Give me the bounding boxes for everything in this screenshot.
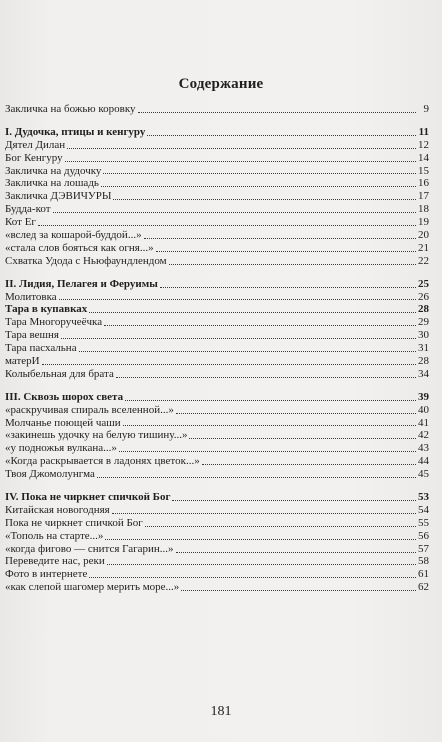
dot-leader [172, 500, 416, 501]
toc-entry [5, 103, 429, 116]
dot-leader [59, 299, 416, 300]
toc-entry-page: 17 [418, 190, 429, 203]
toc-entry-title: «у подножья вулкана...» [5, 442, 117, 455]
toc-entry-title: «как слепой шагомер мерить море...» [5, 581, 180, 594]
toc-entry-title: Тара вешня [5, 329, 59, 342]
toc-entry-title: Будда-кот [5, 203, 51, 216]
dot-leader [89, 577, 416, 578]
toc-entry [5, 216, 429, 229]
toc-entry-page: 29 [418, 316, 429, 329]
toc-entry [5, 468, 429, 481]
toc-entry-page: 58 [418, 555, 429, 568]
toc-entry-page: 19 [418, 216, 429, 229]
toc-section-heading [5, 278, 429, 291]
dot-leader [176, 413, 416, 414]
toc-entry-title: Переведите нас, реки [5, 555, 105, 568]
toc-entry-page: 15 [418, 164, 429, 177]
toc-entry-page: 31 [418, 342, 429, 355]
toc-entry-page: 18 [418, 203, 429, 216]
toc-entry-title: «закинешь удочку на белую тишину...» [5, 429, 188, 442]
dot-leader [112, 513, 416, 514]
dot-leader [176, 552, 416, 553]
toc-entry [5, 291, 429, 304]
toc-entry-title: «Тополь на старте...» [5, 529, 104, 542]
dot-leader [38, 225, 416, 226]
toc-entry [5, 442, 429, 455]
dot-leader [169, 264, 416, 265]
toc-entry-title: Китайская новогодняя [5, 503, 110, 516]
dot-leader [202, 464, 416, 465]
toc-section-heading [5, 491, 429, 504]
dot-leader [156, 251, 416, 252]
section-gap [5, 381, 429, 391]
dot-leader [103, 173, 416, 174]
toc-entry-page: 44 [418, 455, 429, 468]
dot-leader [160, 287, 416, 288]
toc-entry [5, 329, 429, 342]
toc-entry-title: Бог Кенгуру [5, 151, 63, 164]
toc-entry-title: Пока не чиркнет спичкой Бог [5, 516, 143, 529]
table-of-contents [5, 103, 429, 594]
toc-entry-title: Тара в купавках [5, 303, 88, 316]
section-gap [5, 116, 429, 126]
toc-entry-title: «Когда раскрывается в ладонях цветок...» [5, 455, 200, 468]
toc-entry-title: Молитовка [5, 290, 57, 303]
toc-entry [5, 429, 429, 442]
toc-entry-title: «стала слов бояться как огня...» [5, 241, 154, 254]
toc-entry [5, 203, 429, 216]
toc-entry-title: Схватка Удода с Ньюфаундлендом [5, 254, 167, 267]
toc-entry-page: 54 [418, 503, 429, 516]
toc-entry [5, 152, 429, 165]
toc-entry [5, 543, 429, 556]
toc-entry-title: Закличка на лошадь [5, 177, 99, 190]
toc-entry-title: Фото в интернете [5, 568, 88, 581]
page-title: Содержание [178, 76, 264, 92]
toc-entry-title: «когда фигово — снится Гагарин...» [5, 542, 174, 555]
toc-entry-page: 53 [418, 491, 429, 504]
dot-leader [107, 564, 416, 565]
toc-entry [5, 165, 429, 178]
dot-leader [101, 186, 416, 187]
toc-entry-page: 9 [423, 102, 429, 115]
toc-entry-title: «вслед за кошарой-буддой...» [5, 229, 142, 241]
toc-entry-title: Дятел Дилан [5, 138, 66, 151]
toc-entry [5, 342, 429, 355]
toc-entry-title: Твоя Джомолунгма [5, 468, 95, 481]
toc-entry [5, 368, 429, 381]
toc-entry [5, 355, 429, 368]
toc-entry-page: 42 [418, 429, 429, 442]
dot-leader [125, 400, 416, 401]
dot-leader [138, 112, 416, 113]
dot-leader [67, 148, 416, 149]
dot-leader [104, 325, 416, 326]
toc-entry-title: Тара пасхальна [5, 342, 77, 355]
toc-entry-page: 16 [418, 177, 429, 190]
toc-entry-title: «раскручивая спираль вселенной...» [5, 403, 174, 416]
dot-leader [61, 338, 416, 339]
toc-entry-page: 14 [418, 151, 429, 164]
toc-entry-title: I. Дудочка, птицы и кенгуру [5, 125, 146, 138]
toc-entry [5, 581, 429, 594]
toc-entry [5, 417, 429, 430]
toc-entry-page: 62 [418, 581, 429, 594]
toc-entry-title: Тара Многоручеёчка [5, 316, 103, 329]
toc-entry [5, 504, 429, 517]
toc-entry-page: 22 [418, 254, 429, 267]
dot-leader [145, 526, 416, 527]
toc-entry-page: 45 [418, 468, 429, 481]
toc-entry-page: 43 [418, 442, 429, 455]
section-gap [5, 268, 429, 278]
toc-entry-page: 25 [418, 277, 429, 290]
toc-entry-page: 30 [418, 329, 429, 342]
toc-section-heading [5, 391, 429, 404]
toc-entry-page: 28 [418, 355, 429, 368]
dot-leader [65, 161, 416, 162]
toc-entry-page: 34 [418, 367, 429, 380]
toc-entry-page: 56 [418, 529, 429, 542]
toc-entry-page: 20 [418, 229, 429, 241]
toc-entry-page: 61 [418, 568, 429, 581]
toc-entry-title: Закличка на дудочку [5, 164, 102, 177]
toc-entry [5, 455, 429, 468]
toc-entry-title: Колыбельная для брата [5, 367, 114, 380]
dot-leader [53, 212, 416, 213]
toc-entry-page: 55 [418, 516, 429, 529]
toc-entry [5, 229, 429, 242]
toc-entry [5, 139, 429, 152]
toc-entry [5, 190, 429, 203]
toc-entry [5, 530, 429, 543]
toc-entry [5, 568, 429, 581]
toc-entry-title: матерИ [5, 355, 40, 368]
dot-leader [113, 199, 416, 200]
dot-leader [123, 425, 416, 426]
dot-leader [89, 312, 416, 313]
toc-entry-title: Закличка на божью коровку [5, 102, 136, 115]
toc-entry-page: 39 [418, 390, 429, 403]
toc-entry-title: III. Сквозь шорох света [5, 390, 124, 403]
toc-entry [5, 316, 429, 329]
dot-leader [97, 477, 416, 478]
toc-entry-page: 21 [418, 241, 429, 254]
toc-entry [5, 303, 429, 316]
toc-entry-title: Кот Ег [5, 216, 36, 229]
toc-entry [5, 556, 429, 569]
dot-leader [116, 377, 416, 378]
dot-leader [105, 539, 416, 540]
toc-entry-page: 40 [418, 403, 429, 416]
dot-leader [189, 438, 416, 439]
dot-leader [144, 238, 416, 239]
dot-leader [42, 364, 416, 365]
toc-entry-page: 11 [418, 125, 429, 138]
toc-entry [5, 242, 429, 255]
toc-entry-title: Молчанье поющей чаши [5, 416, 121, 429]
toc-section-heading [5, 126, 429, 139]
toc-entry [5, 255, 429, 268]
toc-entry-page: 28 [418, 303, 429, 316]
toc-entry-title: Закличка ДЭВИЧУРЫ [5, 190, 112, 203]
dot-leader [181, 590, 416, 591]
page-number: 181 [210, 704, 232, 719]
toc-entry-page: 12 [418, 138, 429, 151]
toc-entry-title: II. Лидия, Пелагея и Феруимы [5, 277, 158, 290]
toc-entry-page: 41 [418, 416, 429, 429]
dot-leader [79, 351, 416, 352]
toc-entry [5, 177, 429, 190]
toc-entry-page: 57 [418, 542, 429, 555]
toc-entry-title: IV. Пока не чиркнет спичкой Бог [5, 491, 171, 504]
toc-entry [5, 517, 429, 530]
toc-entry-page: 26 [418, 290, 429, 303]
toc-entry [5, 404, 429, 417]
section-gap [5, 481, 429, 491]
dot-leader [119, 451, 416, 452]
dot-leader [147, 135, 416, 136]
